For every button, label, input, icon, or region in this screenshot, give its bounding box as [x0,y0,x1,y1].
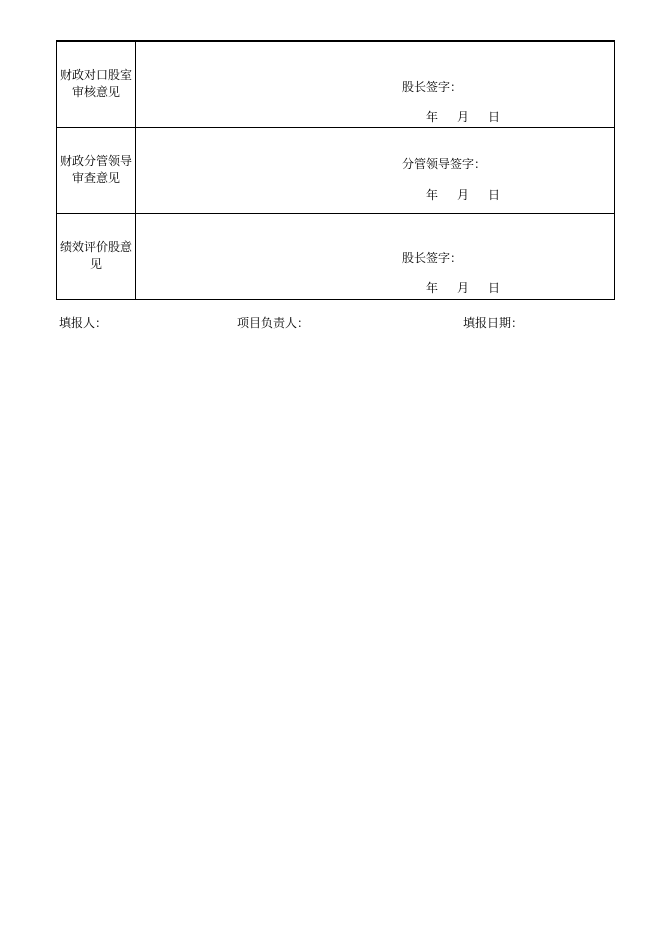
date-year: 年 [426,280,439,295]
date-line [426,108,519,125]
approval-form-table [56,40,615,300]
date-day: 日 [488,187,501,202]
signature-label: 股长签字： [402,80,463,94]
approval-row-performance-review [57,213,615,299]
row-label: 绩效评价股意见 [57,213,136,299]
date-day: 日 [488,280,501,295]
opinion-cell[interactable] [136,127,615,213]
approval-row-leader-review [57,127,615,213]
date-line [426,279,519,296]
date-year: 年 [426,110,439,124]
date-line [426,186,519,203]
date-day: 日 [488,110,501,124]
date-month: 月 [457,280,470,295]
signature-label: 分管领导签字： [402,156,487,171]
date-month: 月 [457,187,470,202]
date-month: 月 [457,110,470,124]
row-label: 财政分管领导审查意见 [57,127,136,213]
row-label: 财政对口股室审核意见 [57,41,136,127]
fill-date-label: 填报日期： [463,316,524,330]
signature-label: 股长签字： [402,250,463,265]
approval-row-section-review [57,41,615,127]
project-lead-label: 项目负责人： [237,316,310,330]
filler-label: 填报人： [59,316,108,330]
opinion-cell[interactable] [136,41,615,127]
date-year: 年 [426,187,439,202]
opinion-cell[interactable] [136,213,615,299]
